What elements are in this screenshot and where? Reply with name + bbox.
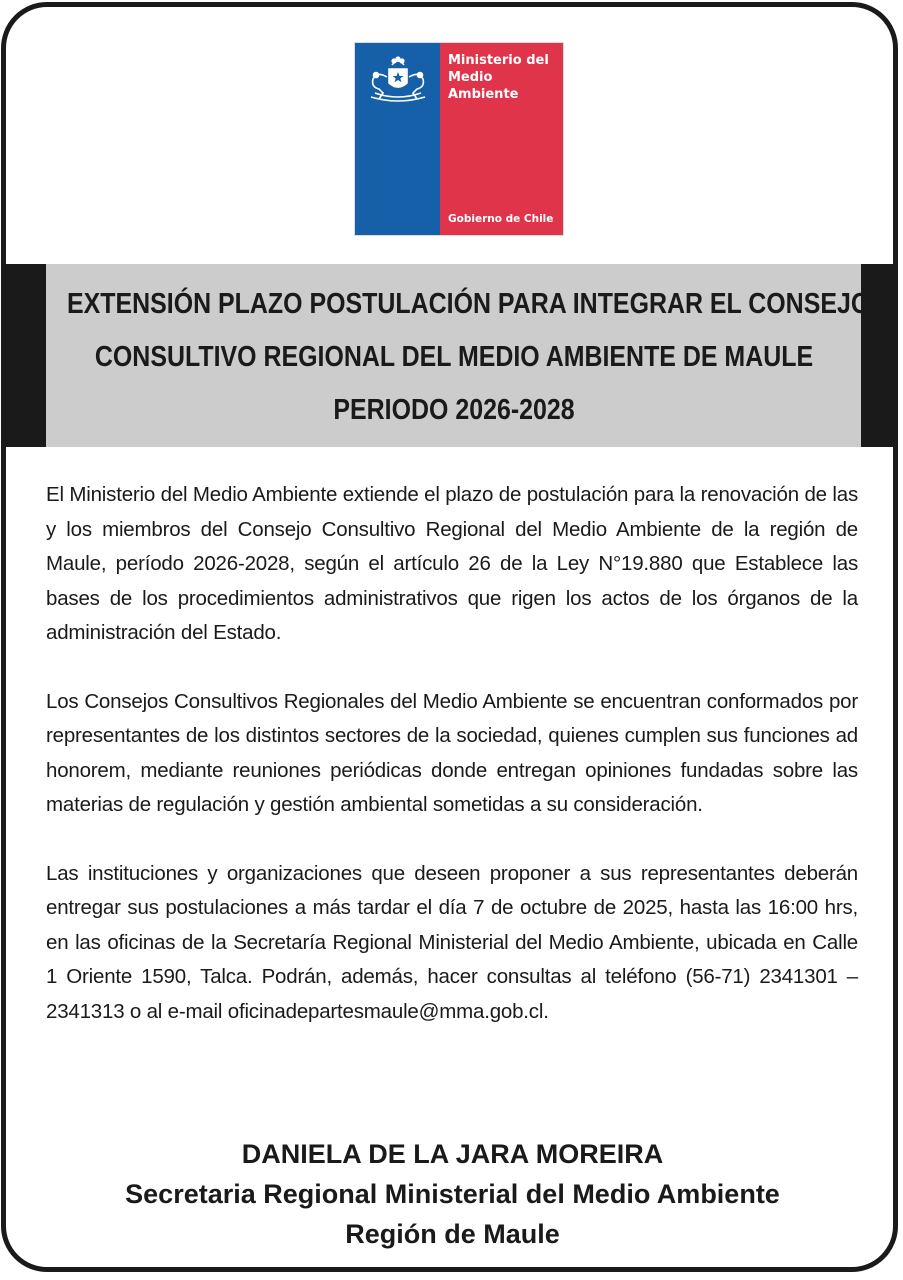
signatory-position: Secretaria Regional Ministerial del Medio Ambiente xyxy=(125,1179,780,1209)
logo-red-panel xyxy=(440,43,563,235)
body-paragraph-3: Las instituciones y organizaciones que deseen proponer a sus representantes deberán entregar sus postulaciones a más tardar el día 7 de octubre de 2025, hasta las 16:00 hrs, en las oficinas de la Secretaría Regional Ministerial del Medio Ambiente, ubicada en Calle 1 Oriente 1590, Talca. Podrán, además, hacer consultas al teléfono (56-71) 2341301 – 2341313 o al e-mail oficinadepartesmaule@mma.gob.cl. xyxy=(46,861,858,1023)
notice-body xyxy=(46,478,858,1063)
title-band xyxy=(46,264,870,447)
signatory-region: Región de Maule xyxy=(345,1219,560,1249)
ministry-logo xyxy=(355,43,563,235)
logo-government-name: Gobierno de Chile xyxy=(448,213,554,225)
signatory-name: DANIELA DE LA JARA MOREIRA xyxy=(241,1139,664,1169)
chilean-coat-of-arms-icon xyxy=(363,55,433,105)
signature-block xyxy=(6,1134,898,1254)
logo-ministry-name: Ministerio del Medio Ambiente xyxy=(448,53,549,102)
notice-title xyxy=(66,274,870,437)
title-line-2: CONSULTIVO REGIONAL DEL MEDIO AMBIENTE DE MAULE xyxy=(94,341,813,373)
title-line-3: PERIODO 2026-2028 xyxy=(332,394,575,426)
body-paragraph-2: Los Consejos Consultivos Regionales del Medio Ambiente se encuentran conformados por representantes de los distintos sectores de la sociedad, quienes cumplen sus funciones ad honorem, mediante reuniones periódicas donde entregan opiniones fundadas sobre las materias de regulación y gestión ambiental sometidas a su consideración. xyxy=(46,689,858,816)
body-paragraph-1: El Ministerio del Medio Ambiente extiende el plazo de postulación para la renovación de las y los miembros del Consejo Consultivo Regional del Medio Ambiente de la región de Maule, período 2026-2028, según el artículo 26 de la Ley N°19.880 que Establece las bases de los procedimientos administrativos que rigen los actos de los órganos de la administración del Estado. xyxy=(46,483,858,644)
logo-blue-panel xyxy=(355,43,440,235)
title-line-1: EXTENSIÓN PLAZO POSTULACIÓN PARA INTEGRAR EL CONSEJO xyxy=(66,288,870,320)
notice-frame xyxy=(1,2,898,1272)
